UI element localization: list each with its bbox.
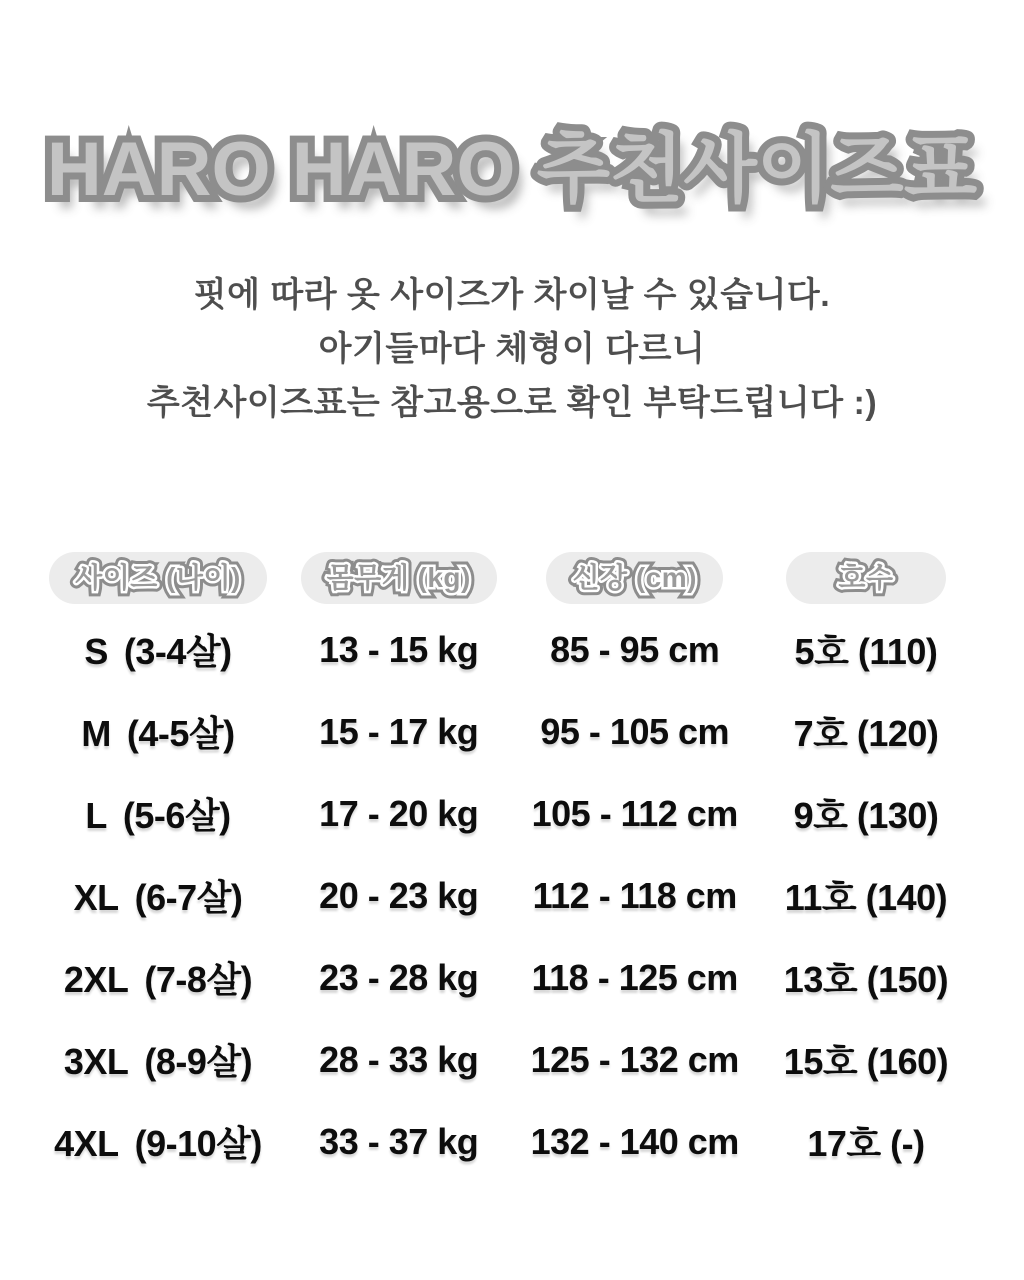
- cell-size-age: [84, 624, 231, 675]
- page-title: HARO HARO 추천사이즈표 HARO HARO 추천사이즈표: [47, 132, 977, 208]
- size-code: 4XL: [54, 1123, 119, 1164]
- column-header-height: [546, 552, 723, 604]
- cell-height: 132 - 140 cm: [530, 1120, 739, 1162]
- cell-height: 85 - 95 cm: [550, 628, 720, 670]
- cell-ho: 17호 (-): [807, 1123, 925, 1164]
- cell-height: 112 - 118 cm: [532, 874, 737, 916]
- cell-weight: 15 - 17 kg: [319, 710, 479, 752]
- subtitle-line-2: 아기들마다 체형이 다르니: [318, 330, 706, 368]
- size-age: (8-9살): [144, 1041, 253, 1082]
- size-table-header: [40, 552, 984, 604]
- cell-weight: 20 - 23 kg: [319, 874, 479, 916]
- size-code: L: [85, 795, 107, 836]
- cell-ho: 9호 (130): [793, 795, 939, 836]
- cell-ho: 11호 (140): [784, 877, 948, 918]
- column-header-weight-label: 몸무게 (kg) 몸무게 (kg) 몸무게 (kg): [327, 564, 471, 592]
- column-header-size-age: [49, 552, 267, 604]
- table-row-3xl: [40, 1034, 984, 1082]
- column-header-ho: [786, 552, 946, 604]
- cell-weight: 23 - 28 kg: [319, 956, 479, 998]
- table-row-s: [40, 624, 984, 672]
- cell-height: 105 - 112 cm: [531, 792, 738, 834]
- size-code: XL: [73, 877, 119, 918]
- subtitle-line-1: 핏에 따라 옷 사이즈가 차이날 수 있습니다.: [193, 276, 831, 314]
- size-age: (4-5살): [126, 713, 235, 754]
- size-age: (5-6살): [122, 795, 231, 836]
- size-table: [40, 552, 984, 1164]
- size-age: (6-7살): [134, 877, 243, 918]
- cell-size-age: [64, 952, 252, 1003]
- size-age: (9-10살): [134, 1123, 262, 1164]
- cell-ho: 15호 (160): [783, 1041, 949, 1082]
- table-row-m: [40, 706, 984, 754]
- cell-size-age: [64, 1034, 252, 1085]
- cell-size-age: [81, 706, 234, 757]
- cell-size-age: [74, 870, 243, 921]
- table-row-xl: [40, 870, 984, 918]
- cell-height: 95 - 105 cm: [540, 710, 730, 752]
- cell-weight: 28 - 33 kg: [319, 1038, 479, 1080]
- size-code: M: [81, 713, 111, 754]
- column-header-weight: [301, 552, 497, 604]
- column-header-ho-label: 호수 호수 호수: [838, 564, 893, 592]
- table-row-2xl: [40, 952, 984, 1000]
- column-header-height-label: 신장 (cm) 신장 (cm) 신장 (cm): [572, 564, 697, 592]
- cell-ho: 5호 (110): [794, 631, 938, 672]
- cell-weight: 13 - 15 kg: [319, 628, 479, 670]
- cell-size-age: [85, 788, 230, 839]
- size-code: S: [84, 631, 108, 672]
- cell-size-age: [54, 1116, 262, 1167]
- size-code: 2XL: [63, 959, 129, 1000]
- size-code: 3XL: [63, 1041, 129, 1082]
- table-row-l: [40, 788, 984, 836]
- size-age: (3-4살): [123, 631, 232, 672]
- subtitle-line-3: 추천사이즈표는 참고용으로 확인 부탁드립니다 :): [146, 384, 878, 422]
- cell-ho: 7호 (120): [793, 713, 939, 754]
- cell-weight: 17 - 20 kg: [319, 792, 479, 834]
- table-row-4xl: [40, 1116, 984, 1164]
- cell-height: 125 - 132 cm: [530, 1038, 739, 1080]
- size-age: (7-8살): [144, 959, 253, 1000]
- cell-height: 118 - 125 cm: [531, 956, 738, 998]
- title-wrap: [0, 0, 1024, 212]
- cell-weight: 33 - 37 kg: [319, 1120, 479, 1162]
- subtitle: [0, 268, 1024, 430]
- column-header-size-age-label: 사이즈 (나이) 사이즈 (나이) 사이즈 (나이): [75, 564, 241, 592]
- cell-ho: 13호 (150): [783, 959, 949, 1000]
